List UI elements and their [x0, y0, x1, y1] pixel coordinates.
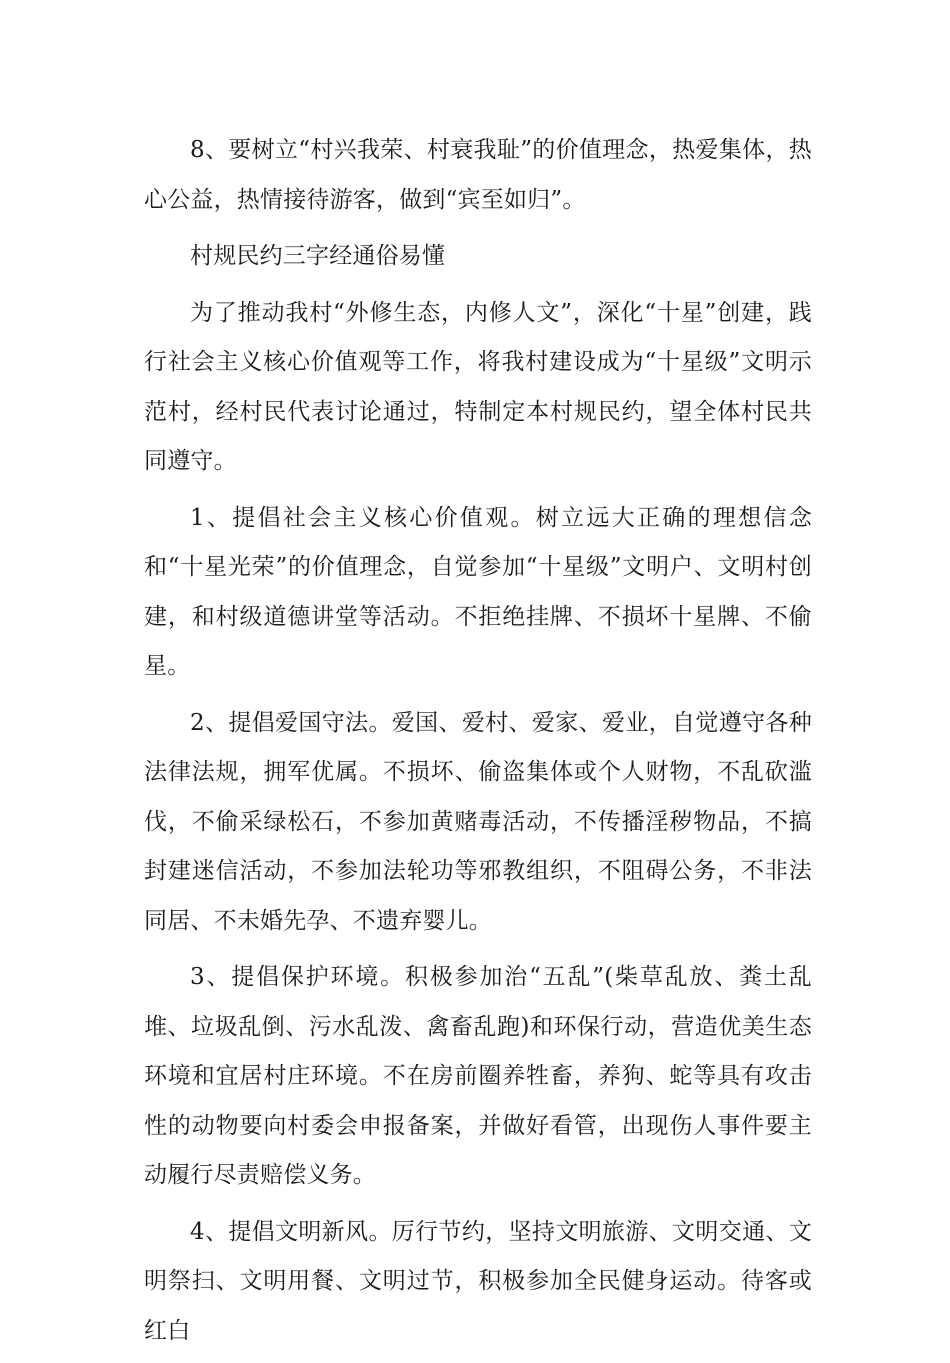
paragraph-item-2: 2、提倡爱国守法。爱国、爱村、爱家、爱业，自觉遵守各种法律法规，拥军优属。不损坏、偷盗集体或个人财物，不乱砍滥伐，不偷采绿松石，不参加黄赌毒活动，不传播淫秽物品，不搞封建迷信活动，不参加法轮功等邪教组织，不阻碍公务，不非法同居、不未婚先孕、不遗弃婴儿。	[144, 709, 812, 934]
section-heading: 村规民约三字经通俗易懂	[190, 243, 446, 269]
paragraph-item-1: 1、提倡社会主义核心价值观。树立远大正确的理想信念和“十星光荣”的价值理念，自觉参加“十星级”文明户、文明村创建，和村级道德讲堂等活动。不拒绝挂牌、不损坏十星牌、不偷星。	[144, 504, 812, 679]
paragraph-item-3: 3、提倡保护环境。积极参加治“五乱”(柴草乱放、粪土乱堆、垃圾乱倒、污水乱泼、禽畜乱跑)和环保行动，营造优美生态环境和宜居村庄环境。不在房前圈养牲畜，养狗、蛇等具有攻击性的动物要向村委会申报备案，并做好看管，出现伤人事件要主动履行尽责赔偿义务。	[144, 964, 812, 1188]
paragraph-item-4: 4、提倡文明新风。厉行节约，坚持文明旅游、文明交通、文明祭扫、文明用餐、文明过节，积极参加全民健身运动。待客或红白	[144, 1218, 812, 1344]
paragraph-item-8: 8、要树立“村兴我荣、村衰我耻”的价值理念，热爱集体，热心公益，热情接待游客，做到“宾至如归”。	[144, 137, 812, 213]
paragraph-intro: 为了推动我村“外修生态，内修人文”，深化“十星”创建，践行社会主义核心价值观等工作，将我村建设成为“十星级”文明示范村，经村民代表讨论通过，特制定本村规民约，望全体村民共同遵守。	[144, 299, 812, 474]
document-body	[144, 126, 812, 1363]
